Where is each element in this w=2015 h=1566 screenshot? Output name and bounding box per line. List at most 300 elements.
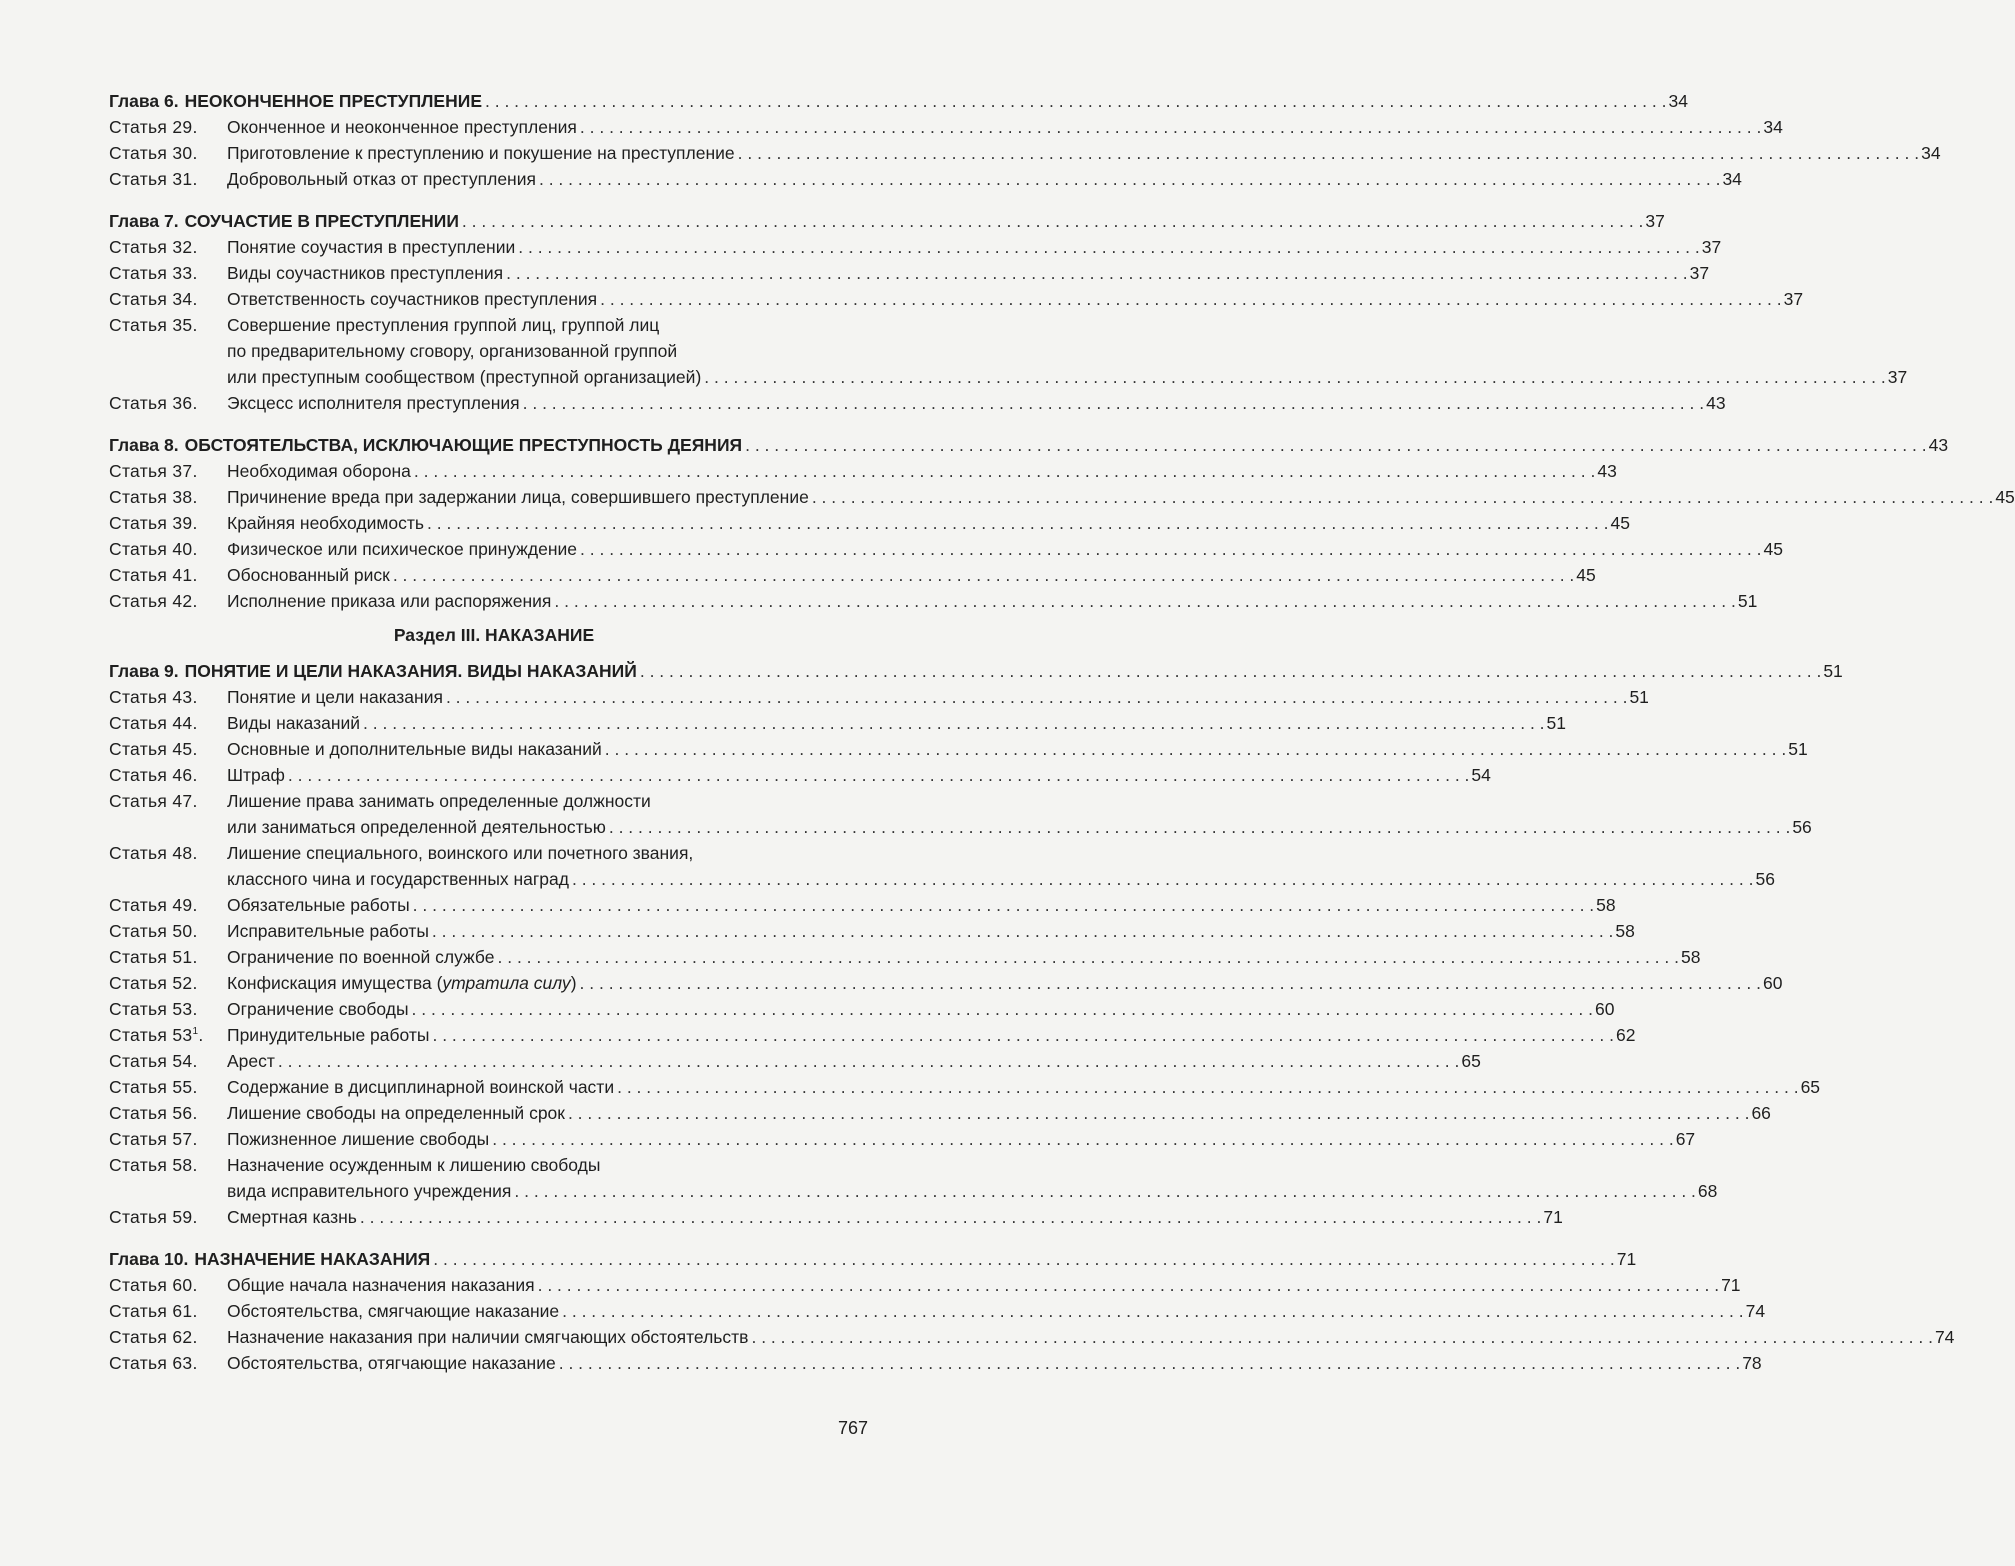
page-ref: 34	[1921, 143, 1941, 163]
chapter-title: ПОНЯТИЕ И ЦЕЛИ НАКАЗАНИЯ. ВИДЫ НАКАЗАНИЙ	[184, 661, 637, 681]
dot-leader	[600, 286, 1781, 312]
article-label-text: Статья 38.	[109, 487, 198, 507]
article-title-text: Добровольный отказ от преступления	[227, 169, 536, 189]
dot-leader	[288, 762, 1469, 788]
dot-leader	[498, 944, 1679, 970]
article-entry	[109, 562, 1596, 588]
page-ref: 34	[1668, 91, 1688, 111]
article-label-text: Статья 53	[109, 1025, 193, 1045]
dot-leader	[278, 1048, 1459, 1074]
article-entry	[109, 970, 1783, 996]
chapter-label: Глава 10.	[109, 1249, 189, 1269]
article-label	[109, 390, 227, 416]
article-entry	[109, 166, 1742, 192]
article-label	[109, 536, 227, 562]
article-title	[227, 814, 606, 840]
section-heading: Раздел III. НАКАЗАНИЕ	[393, 625, 595, 645]
article-label-text: Статья 39.	[109, 513, 198, 533]
article-label	[109, 710, 227, 736]
article-entry	[109, 484, 2015, 510]
article-label-text: Статья 34.	[109, 289, 198, 309]
article-title-text: или преступным сообществом (преступной организацией)	[227, 367, 702, 387]
article-entry	[109, 1350, 1762, 1376]
article-entry	[109, 1272, 1741, 1298]
page-ref: 68	[1697, 1181, 1718, 1201]
dot-leader	[462, 208, 1643, 234]
article-entry	[109, 510, 1630, 536]
dot-leader	[640, 658, 1821, 684]
article-label	[109, 1152, 227, 1178]
article-label	[109, 1126, 227, 1152]
dot-leader	[492, 1126, 1673, 1152]
article-title	[227, 562, 390, 588]
article-entry	[109, 234, 1722, 260]
article-label-text: Статья 56.	[109, 1103, 198, 1123]
article-label-text: Статья 62.	[109, 1327, 198, 1347]
article-title-text: Содержание в дисциплинарной воинской части	[227, 1077, 615, 1097]
article-label	[109, 286, 227, 312]
article-label-text: Статья 48.	[109, 843, 198, 863]
spacer	[109, 1230, 879, 1246]
page-ref: 37	[1689, 263, 1710, 283]
article-entry	[109, 1126, 1696, 1152]
article-label-text: Статья 50.	[109, 921, 198, 941]
article-title-after: )	[570, 973, 577, 993]
article-title	[227, 286, 597, 312]
article-title-italic: утратила силу	[442, 973, 571, 993]
chapter-title: НАЗНАЧЕНИЕ НАКАЗАНИЯ	[194, 1249, 431, 1269]
article-label-text: Статья 36.	[109, 393, 198, 413]
article-title-text: вида исправительного учреждения	[227, 1181, 512, 1201]
article-title-text: Общие начала назначения наказания	[227, 1275, 535, 1295]
article-entry	[109, 1048, 1481, 1074]
dot-leader	[432, 1022, 1613, 1048]
article-title-text: Лишение специального, воинского или почетного звания,	[227, 843, 694, 863]
article-title	[227, 1126, 489, 1152]
page-ref: 65	[1800, 1077, 1821, 1097]
page-ref: 45	[1763, 539, 1783, 559]
page-ref: 71	[1616, 1249, 1637, 1269]
article-label	[109, 1272, 227, 1298]
article-entry	[109, 1178, 1718, 1204]
dot-leader	[580, 536, 1761, 562]
article-title-text: Необходимая оборона	[227, 461, 411, 481]
chapter-entry	[109, 208, 1665, 234]
article-entry	[109, 286, 1804, 312]
page-ref: 58	[1615, 921, 1635, 941]
dot-leader	[506, 260, 1687, 286]
article-entry	[109, 866, 1775, 892]
article-label-sup: 1	[192, 1026, 199, 1038]
article-label-text: Статья 51.	[109, 947, 198, 967]
article-label-text: Статья 57.	[109, 1129, 198, 1149]
page-ref: 56	[1792, 817, 1812, 837]
article-title-text: Понятие соучастия в преступлении	[227, 237, 516, 257]
article-label	[109, 1324, 227, 1350]
article-entry	[109, 260, 1710, 286]
article-label	[109, 1204, 227, 1230]
article-title	[227, 140, 735, 166]
article-label-text: Статья 47.	[109, 791, 198, 811]
article-entry	[109, 996, 1615, 1022]
dot-leader	[751, 1324, 1932, 1350]
article-entry	[109, 762, 1491, 788]
article-label	[109, 166, 227, 192]
article-label-text: Статья 32.	[109, 237, 198, 257]
article-title-text: Ответственность соучастников преступления	[227, 289, 598, 309]
article-title	[227, 1074, 614, 1100]
dot-leader	[617, 1074, 1798, 1100]
page-ref: 78	[1742, 1353, 1762, 1373]
article-title	[227, 1324, 748, 1350]
article-label	[109, 944, 227, 970]
dot-leader	[580, 970, 1761, 996]
article-label	[109, 1022, 227, 1048]
article-entry	[109, 588, 1758, 614]
article-entry	[109, 710, 1566, 736]
page-ref: 45	[1995, 487, 2015, 507]
page-ref: 37	[1701, 237, 1722, 257]
article-title	[227, 710, 360, 736]
article-label-text: Статья 40.	[109, 539, 198, 559]
article-entry	[109, 1074, 1821, 1100]
article-label	[109, 588, 227, 614]
page-number: 767	[838, 1418, 869, 1438]
page-ref: 71	[1721, 1275, 1741, 1295]
article-title-text: Назначение наказания при наличии смягчающих обстоятельств	[227, 1327, 749, 1347]
article-title-text: Приготовление к преступлению и покушение на преступление	[227, 143, 735, 163]
page-ref: 58	[1680, 947, 1701, 967]
article-label-end: .	[198, 1025, 204, 1045]
article-title-text: Крайняя необходимость	[227, 513, 425, 533]
page-ref: 74	[1934, 1327, 1955, 1347]
article-title	[227, 588, 551, 614]
dot-leader	[554, 588, 1735, 614]
article-entry	[109, 1324, 1955, 1350]
article-title-text: Эксцесс исполнителя преступления	[227, 393, 520, 413]
article-label	[109, 458, 227, 484]
article-title-text: Конфискация имущества (	[227, 973, 443, 993]
dot-leader	[523, 390, 1704, 416]
page-ref: 66	[1751, 1103, 1771, 1123]
spacer	[109, 192, 879, 208]
dot-leader	[812, 484, 1993, 510]
article-title-text: Обстоятельства, отягчающие наказание	[227, 1353, 556, 1373]
article-label	[109, 996, 227, 1022]
article-label-text: Статья 30.	[109, 143, 198, 163]
article-entry	[109, 918, 1635, 944]
article-label	[109, 1350, 227, 1376]
article-label-text: Статья 58.	[109, 1155, 198, 1175]
article-label	[109, 510, 227, 536]
dot-leader	[413, 892, 1594, 918]
article-label	[109, 788, 227, 814]
article-title-text: Оконченное и неоконченное преступления	[227, 117, 577, 137]
spacer	[109, 416, 879, 432]
chapter-title: ОБСТОЯТЕЛЬСТВА, ИСКЛЮЧАЮЩИЕ ПРЕСТУПНОСТЬ ДЕЯНИЯ	[184, 435, 743, 455]
article-label	[109, 918, 227, 944]
article-label-text: Статья 54.	[109, 1051, 198, 1071]
dot-leader	[539, 166, 1720, 192]
article-entry	[109, 1152, 879, 1178]
article-label-text: Статья 45.	[109, 739, 198, 759]
article-entry	[109, 140, 1941, 166]
article-label	[109, 234, 227, 260]
dot-leader	[427, 510, 1608, 536]
chapter-label: Глава 8.	[109, 435, 179, 455]
dot-leader	[518, 234, 1699, 260]
article-entry	[109, 390, 1726, 416]
dot-leader	[738, 140, 1919, 166]
article-title-text: Совершение преступления группой лиц, группой лиц	[227, 315, 660, 335]
article-title-text: Физическое или психическое принуждение	[227, 539, 578, 559]
article-label	[109, 312, 227, 338]
article-label-text: Статья 63.	[109, 1353, 198, 1373]
article-title	[227, 1350, 556, 1376]
article-entry	[109, 736, 1808, 762]
chapter-entry	[109, 1246, 1637, 1272]
article-title	[227, 1272, 535, 1298]
article-title	[227, 918, 429, 944]
article-title	[227, 312, 659, 338]
article-entry	[109, 840, 879, 866]
article-title	[227, 736, 602, 762]
page-ref: 60	[1595, 999, 1615, 1019]
article-entry	[109, 944, 1701, 970]
article-label-text: Статья 52.	[109, 973, 198, 993]
article-label-text: Статья 42.	[109, 591, 198, 611]
article-title	[227, 484, 809, 510]
chapter-entry	[109, 432, 1949, 458]
chapter-entry	[109, 658, 1843, 684]
page-ref: 54	[1471, 765, 1491, 785]
dot-leader	[559, 1350, 1740, 1376]
dot-leader	[568, 1100, 1749, 1126]
article-label-text: Статья 33.	[109, 263, 198, 283]
article-title-text: Причинение вреда при задержании лица, совершившего преступление	[227, 487, 809, 507]
article-label-text: Статья 44.	[109, 713, 198, 733]
article-title-text: или заниматься определенной деятельностью	[227, 817, 606, 837]
page-ref: 56	[1755, 869, 1775, 889]
article-title	[227, 114, 577, 140]
article-title	[227, 1204, 357, 1230]
article-label-text: Статья 55.	[109, 1077, 198, 1097]
article-label-text: Статья 49.	[109, 895, 198, 915]
article-entry	[109, 338, 879, 364]
dot-leader	[393, 562, 1574, 588]
article-title	[227, 1100, 565, 1126]
article-title-text: Обязательные работы	[227, 895, 410, 915]
article-entry	[109, 1298, 1766, 1324]
page-ref: 37	[1887, 367, 1908, 387]
article-title-text: Арест	[227, 1051, 275, 1071]
article-entry	[109, 1100, 1771, 1126]
article-label-text: Статья 53.	[109, 999, 198, 1019]
article-label	[109, 484, 227, 510]
dot-leader	[363, 710, 1544, 736]
article-entry	[109, 814, 1812, 840]
article-entry	[109, 364, 1908, 390]
article-title	[227, 234, 515, 260]
page-ref: 34	[1763, 117, 1783, 137]
article-label-text: Статья 46.	[109, 765, 198, 785]
page-ref: 51	[1629, 687, 1649, 707]
article-title-text: по предварительному сговору, организованной группой	[227, 341, 678, 361]
article-label-text: Статья 41.	[109, 565, 198, 585]
article-title-text: Лишение свободы на определенный срок	[227, 1103, 565, 1123]
article-entry	[109, 312, 879, 338]
page-ref: 43	[1706, 393, 1726, 413]
chapter-title: НЕОКОНЧЕННОЕ ПРЕСТУПЛЕНИЕ	[184, 91, 482, 111]
article-title-text: Лишение права занимать определенные должности	[227, 791, 651, 811]
article-label	[109, 970, 227, 996]
dot-leader	[572, 866, 1753, 892]
article-title	[227, 1178, 511, 1204]
article-title	[227, 458, 411, 484]
article-title-text: Исправительные работы	[227, 921, 429, 941]
article-label	[109, 140, 227, 166]
page-ref: 51	[1788, 739, 1808, 759]
article-label	[109, 1298, 227, 1324]
article-title	[227, 1022, 429, 1048]
dot-leader	[414, 458, 1595, 484]
dot-leader	[432, 918, 1613, 944]
article-title	[227, 684, 443, 710]
dot-leader	[562, 1298, 1743, 1324]
article-title	[227, 788, 651, 814]
article-label-text: Статья 31.	[109, 169, 198, 189]
article-title-text: Обоснованный риск	[227, 565, 390, 585]
dot-leader	[360, 1204, 1541, 1230]
article-title	[227, 536, 577, 562]
article-label-text: Статья 61.	[109, 1301, 198, 1321]
page-ref: 37	[1645, 211, 1665, 231]
article-entry	[109, 114, 1783, 140]
chapter-label: Глава 7.	[109, 211, 179, 231]
dot-leader	[538, 1272, 1719, 1298]
article-title-text: Принудительные работы	[227, 1025, 430, 1045]
article-label	[109, 1074, 227, 1100]
dot-leader	[704, 364, 1885, 390]
page-ref: 51	[1546, 713, 1566, 733]
page-ref: 67	[1675, 1129, 1696, 1149]
article-title	[227, 944, 495, 970]
article-title-text: Пожизненное лишение свободы	[227, 1129, 490, 1149]
dot-leader	[412, 996, 1593, 1022]
dot-leader	[485, 88, 1666, 114]
article-title	[227, 260, 503, 286]
page-ref: 71	[1543, 1207, 1563, 1227]
article-title	[227, 840, 693, 866]
article-title	[227, 510, 424, 536]
article-title-text: Исполнение приказа или распоряжения	[227, 591, 552, 611]
table-of-contents	[109, 88, 2015, 1376]
article-title	[227, 390, 520, 416]
dot-leader	[609, 814, 1790, 840]
dot-leader	[446, 684, 1627, 710]
article-title	[227, 1048, 275, 1074]
article-entry	[109, 1022, 1636, 1048]
article-title	[227, 892, 410, 918]
chapter-label: Глава 6.	[109, 91, 179, 111]
chapter-entry	[109, 88, 1688, 114]
article-label	[109, 114, 227, 140]
page-ref: 34	[1722, 169, 1742, 189]
article-title	[227, 970, 577, 996]
article-title-text: Обстоятельства, смягчающие наказание	[227, 1301, 560, 1321]
article-title-text: Виды наказаний	[227, 713, 361, 733]
article-label	[109, 762, 227, 788]
article-title-text: Понятие и цели наказания	[227, 687, 443, 707]
dot-leader	[514, 1178, 1695, 1204]
article-label	[109, 684, 227, 710]
page-ref: 45	[1610, 513, 1630, 533]
article-entry	[109, 1204, 1563, 1230]
article-label-text: Статья 29.	[109, 117, 198, 137]
article-title-text: Штраф	[227, 765, 285, 785]
article-title	[227, 338, 677, 364]
article-entry	[109, 458, 1617, 484]
article-label	[109, 892, 227, 918]
article-entry	[109, 536, 1783, 562]
article-label-text: Статья 37.	[109, 461, 198, 481]
article-entry	[109, 788, 879, 814]
page-ref: 65	[1461, 1051, 1481, 1071]
article-label	[109, 562, 227, 588]
article-title	[227, 1152, 600, 1178]
article-title	[227, 866, 569, 892]
dot-leader	[745, 432, 1926, 458]
article-title	[227, 166, 536, 192]
page-ref: 43	[1597, 461, 1617, 481]
page-ref: 60	[1763, 973, 1783, 993]
dot-leader	[605, 736, 1786, 762]
article-label	[109, 1100, 227, 1126]
article-label-text: Статья 35.	[109, 315, 198, 335]
article-label	[109, 736, 227, 762]
article-title	[227, 364, 701, 390]
page-ref: 45	[1576, 565, 1596, 585]
article-title	[227, 1298, 559, 1324]
article-title-text: Назначение осужденным к лишению свободы	[227, 1155, 601, 1175]
article-title-text: Виды соучастников преступления	[227, 263, 504, 283]
article-label-text: Статья 43.	[109, 687, 198, 707]
article-label	[109, 840, 227, 866]
page-ref: 74	[1745, 1301, 1766, 1321]
page-ref: 62	[1615, 1025, 1636, 1045]
article-entry	[109, 684, 1649, 710]
page-ref: 43	[1928, 435, 1949, 455]
article-label-text: Статья 59.	[109, 1207, 198, 1227]
article-title-text: Ограничение по военной службе	[227, 947, 495, 967]
page-ref: 58	[1596, 895, 1616, 915]
chapter-title: СОУЧАСТИЕ В ПРЕСТУПЛЕНИИ	[184, 211, 459, 231]
article-title	[227, 762, 285, 788]
page-ref: 37	[1783, 289, 1804, 309]
article-label	[109, 1048, 227, 1074]
chapter-label: Глава 9.	[109, 661, 179, 681]
article-title-text: Ограничение свободы	[227, 999, 409, 1019]
dot-leader	[580, 114, 1761, 140]
article-title	[227, 996, 409, 1022]
article-label-text: Статья 60.	[109, 1275, 198, 1295]
article-entry	[109, 892, 1616, 918]
article-label	[109, 260, 227, 286]
article-title-text: Основные и дополнительные виды наказаний	[227, 739, 602, 759]
page-ref: 51	[1823, 661, 1843, 681]
page-ref: 51	[1737, 591, 1758, 611]
article-title-text: классного чина и государственных наград	[227, 869, 569, 889]
